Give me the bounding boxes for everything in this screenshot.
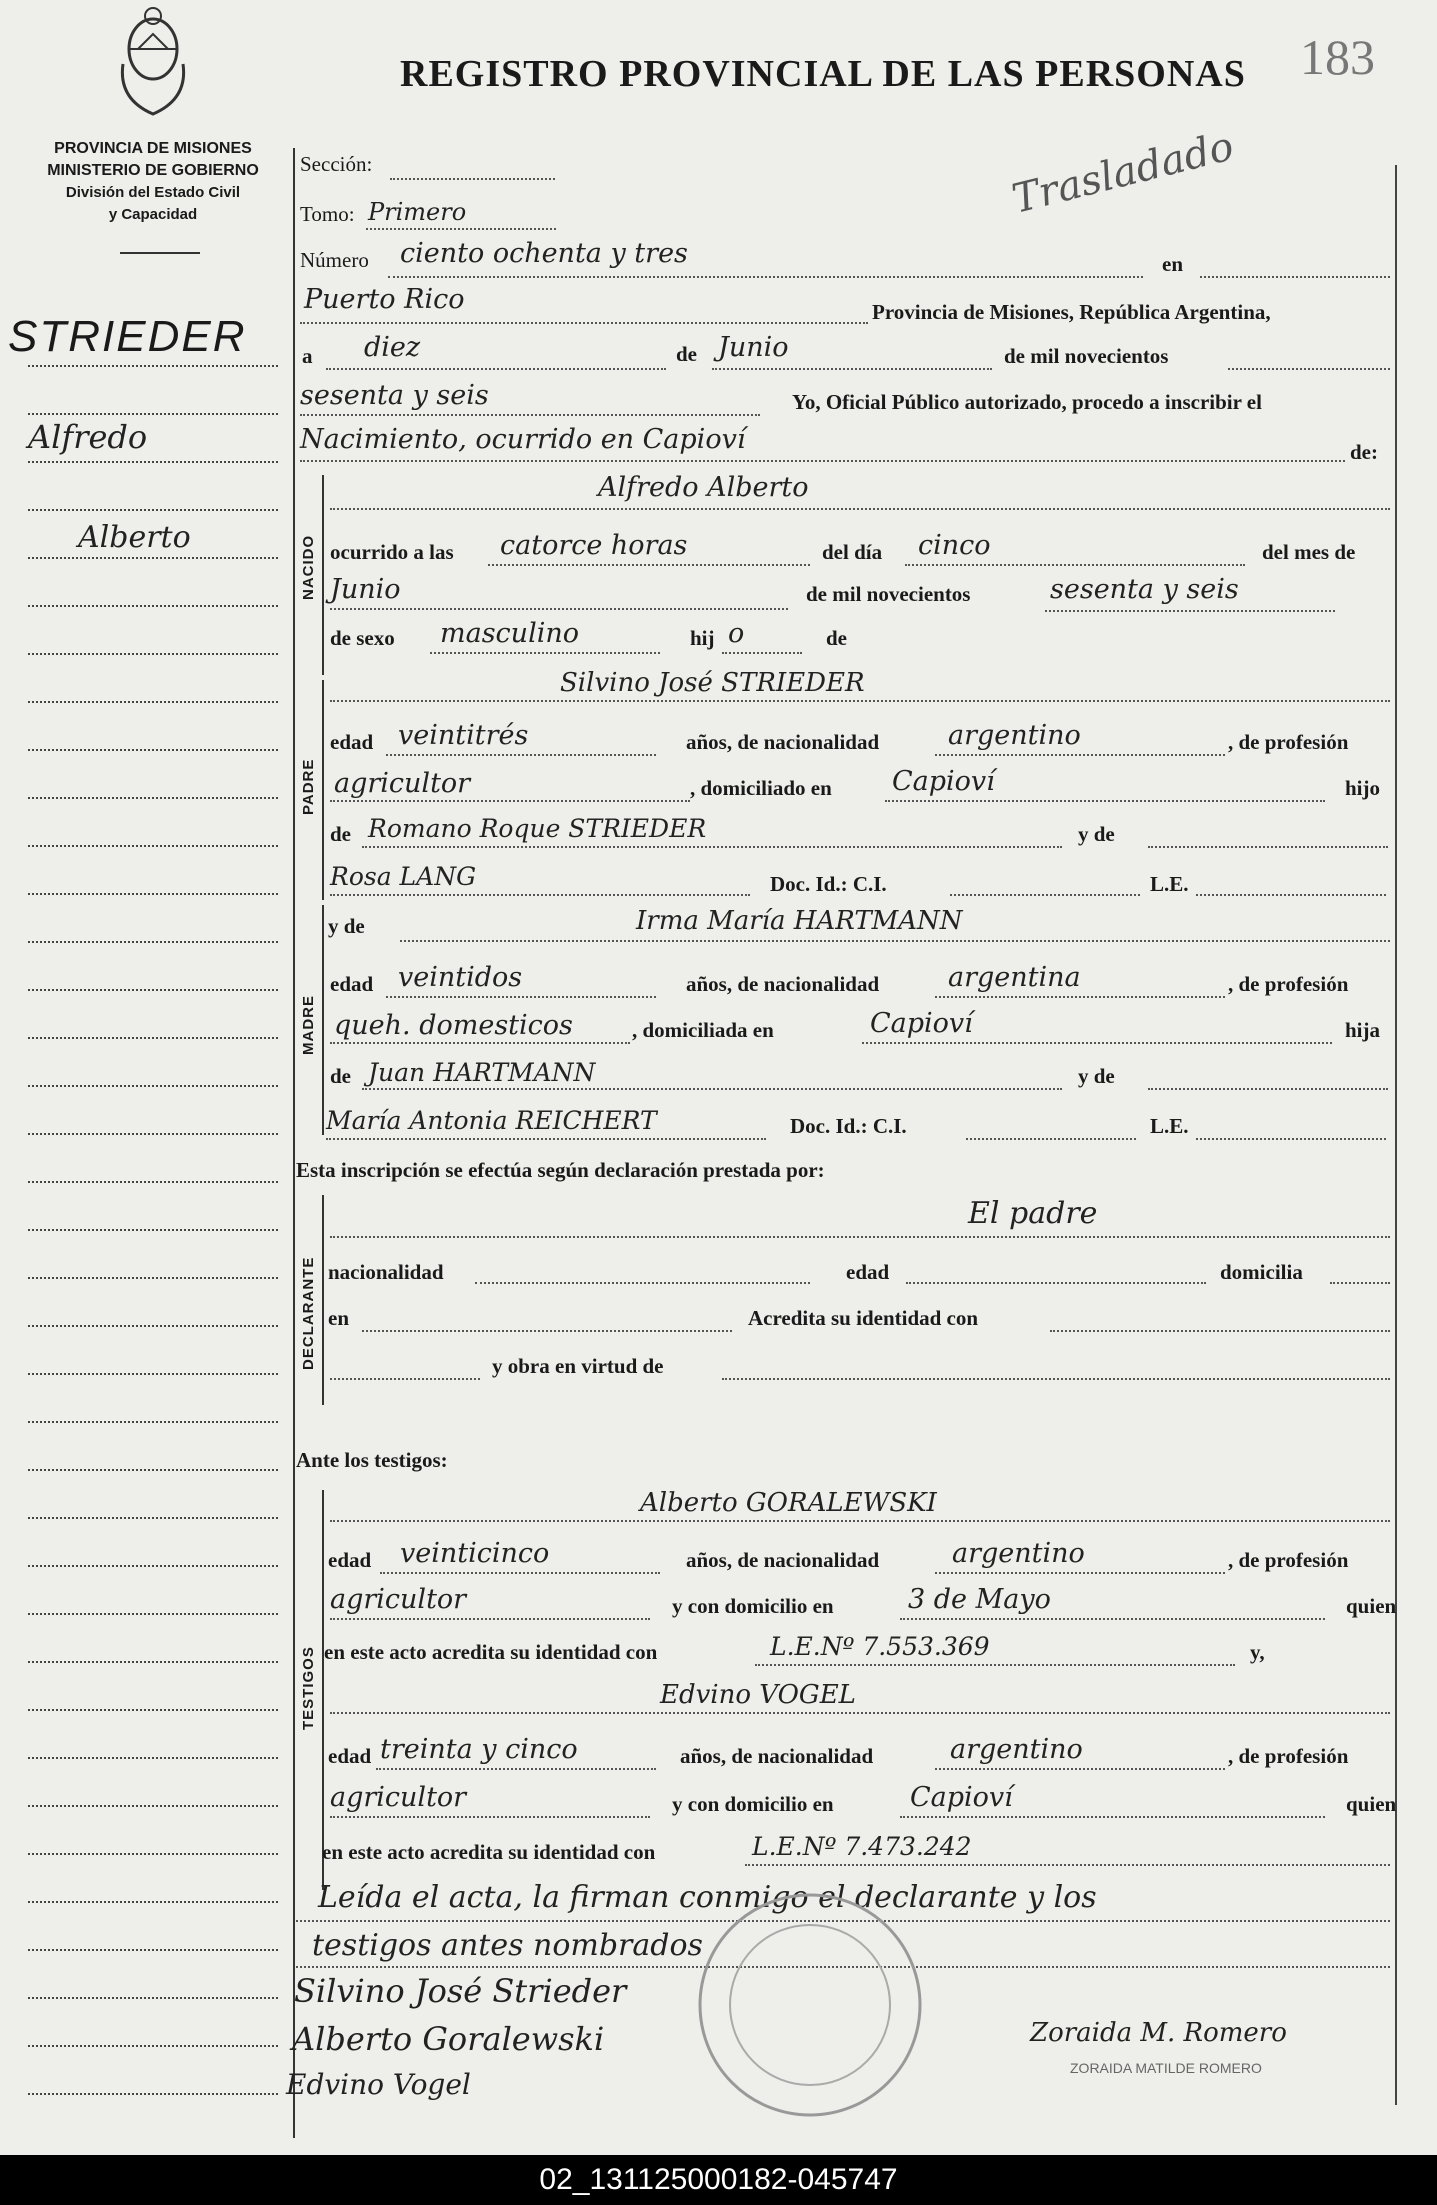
- madre-le-label: L.E.: [1150, 1114, 1189, 1138]
- margin-ruled-line: [28, 749, 278, 751]
- t2-nac-label: años, de nacionalidad: [680, 1744, 874, 1768]
- tomo-value: Primero: [368, 198, 467, 226]
- padre-le-label: L.E.: [1150, 872, 1189, 896]
- padre-dom: Capioví: [892, 766, 995, 797]
- decl-acredita-label: Acredita su identidad con: [748, 1306, 979, 1330]
- padre-prof-label: , de profesión: [1228, 730, 1349, 754]
- de-mil2-label: de mil novecientos: [806, 582, 971, 606]
- coat-of-arms-icon: [108, 4, 198, 124]
- margin-ruled-line: [28, 1709, 278, 1711]
- acto-value: Nacimiento, ocurrido en Capioví: [300, 424, 746, 455]
- madre-dom-label: , domiciliada en: [632, 1018, 774, 1042]
- margin-ruled-line: [28, 1853, 278, 1855]
- de-label: de: [676, 342, 697, 366]
- margin-ruled-line: [28, 1949, 278, 1951]
- hijo-sufijo: o: [728, 618, 745, 649]
- issuer-capacity: y Capacidad: [108, 206, 198, 223]
- padre-nac: argentino: [948, 720, 1081, 751]
- madre-hija-label: hija: [1345, 1018, 1381, 1042]
- margin-ruled-line: [28, 2045, 278, 2047]
- t2-nac: argentino: [950, 1734, 1083, 1765]
- madre-de-label: de: [330, 1064, 351, 1088]
- margin-ruled-line: [28, 1757, 278, 1759]
- t2-doc: L.E.Nº 7.473.242: [752, 1832, 972, 1861]
- padre-nac-label: años, de nacionalidad: [686, 730, 880, 754]
- margin-ruled-line: [28, 509, 278, 511]
- margin-ruled-line: [28, 1469, 278, 1471]
- image-id-footer: 02_131125000182-045747: [0, 2155, 1437, 2205]
- margin-ruled-line: [28, 989, 278, 991]
- dia-value: diez: [364, 332, 421, 363]
- padre-edad-label: edad: [330, 730, 374, 754]
- t2-acredita-label: en este acto acredita su identidad con: [322, 1840, 656, 1864]
- declarante-bracket: [322, 1195, 324, 1405]
- margin-ruled-line: [28, 1325, 278, 1327]
- margin-ruled-line: [28, 1565, 278, 1567]
- anio-nac-value: sesenta y seis: [1050, 574, 1239, 605]
- t2-quien-label: quien: [1346, 1792, 1397, 1816]
- padre-madre: Rosa LANG: [330, 862, 477, 891]
- padre-padre: Romano Roque STRIEDER: [368, 814, 707, 843]
- margin-ruled-line: [28, 1277, 278, 1279]
- margin-ruled-line: [28, 557, 278, 559]
- margin-ruled-line: [28, 1517, 278, 1519]
- mes-value: Junio: [718, 332, 789, 363]
- padre-de-label: de: [330, 822, 351, 846]
- t1-prof: agricultor: [330, 1584, 467, 1615]
- tomo-label: Tomo:: [300, 202, 355, 226]
- madre-edad: veintidos: [398, 962, 523, 993]
- firma-declarante: Silvino José Strieder: [294, 1972, 627, 2010]
- margin-ruled-line: [28, 413, 278, 415]
- margin-ruled-line: [28, 1901, 278, 1903]
- madre-bracket: [322, 905, 324, 1135]
- margin-ruled-line: [28, 1373, 278, 1375]
- hijo-label: hij: [690, 626, 715, 650]
- margin-ruled-line: [28, 1661, 278, 1663]
- decl-edad-label: edad: [846, 1260, 890, 1284]
- anio-value: sesenta y seis: [300, 380, 489, 411]
- t1-dom-label: y con domicilio en: [672, 1594, 834, 1618]
- madre-y-de-label2: y de: [1078, 1064, 1115, 1088]
- padre-prof: agricultor: [334, 768, 471, 799]
- madre-padre: Juan HARTMANN: [368, 1058, 596, 1087]
- hora-value: catorce horas: [500, 530, 688, 561]
- padre-section-label: PADRE: [300, 758, 317, 815]
- margin-ruled-line: [28, 845, 278, 847]
- testigo1-nombre: Alberto GORALEWSKI: [640, 1488, 937, 1518]
- t1-nac: argentino: [952, 1538, 1085, 1569]
- madre-madre: María Antonia REICHERT: [326, 1106, 657, 1135]
- madre-doc-label: Doc. Id.: C.I.: [790, 1114, 907, 1138]
- margin-ruled-line: [28, 605, 278, 607]
- margin-ruled-line: [28, 701, 278, 703]
- numero-value: ciento ochenta y tres: [400, 238, 688, 269]
- trasladado-stamp: Trasladado: [1007, 123, 1239, 223]
- madre-dom: Capioví: [870, 1008, 973, 1039]
- madre-y-de-label: y de: [328, 914, 365, 938]
- margin-ruled-line: [28, 653, 278, 655]
- padre-edad: veintitrés: [398, 720, 529, 751]
- decl-nacionalidad-label: nacionalidad: [328, 1260, 444, 1284]
- margin-ruled-line: [28, 1805, 278, 1807]
- margin-ruled-line: [28, 1229, 278, 1231]
- padre-bracket: [322, 680, 324, 900]
- margin-ruled-line: [28, 1037, 278, 1039]
- t2-dom-label: y con domicilio en: [672, 1792, 834, 1816]
- t1-prof-label: , de profesión: [1228, 1548, 1349, 1572]
- testigos-bracket: [322, 1490, 324, 1890]
- padre-doc-label: Doc. Id.: C.I.: [770, 872, 887, 896]
- t2-prof-label: , de profesión: [1228, 1744, 1349, 1768]
- lugar-value: Puerto Rico: [304, 284, 465, 315]
- decl-domicilia-label: domicilia: [1220, 1260, 1303, 1284]
- nacido-nombre: Alfredo Alberto: [598, 472, 809, 503]
- oficial-nombre: ZORAIDA MATILDE ROMERO: [1070, 2060, 1262, 2076]
- testigos-section-label: TESTIGOS: [300, 1646, 317, 1730]
- margin-ruled-line: [28, 941, 278, 943]
- margin-ruled-line: [28, 1997, 278, 1999]
- padre-y-de-label: y de: [1078, 822, 1115, 846]
- de-colon-label: de:: [1350, 440, 1378, 464]
- de2-label: de: [826, 626, 847, 650]
- margin-ruled-line: [28, 2093, 278, 2095]
- margin-ruled-line: [28, 365, 278, 367]
- numero-label: Número: [300, 248, 369, 272]
- sexo-label: de sexo: [330, 626, 395, 650]
- decl-obra-label: y obra en virtud de: [492, 1354, 664, 1378]
- testigo2-nombre: Edvino VOGEL: [660, 1680, 856, 1710]
- padre-dom-label: , domiciliado en: [690, 776, 832, 800]
- t1-edad: veinticinco: [400, 1538, 550, 1569]
- inscripcion-label: Esta inscripción se efectúa según declaración prestada por:: [296, 1158, 825, 1182]
- sexo-value: masculino: [440, 618, 579, 649]
- padre-nombre: Silvino José STRIEDER: [560, 668, 865, 698]
- firma-testigo1: Alberto Goralewski: [292, 2020, 605, 2058]
- t1-dom: 3 de Mayo: [908, 1584, 1051, 1615]
- del-mes-label: del mes de: [1262, 540, 1356, 564]
- t2-dom: Capioví: [910, 1782, 1013, 1813]
- margin-surname: STRIEDER: [8, 312, 247, 361]
- nacido-section-label: NACIDO: [300, 534, 317, 600]
- margin-ruled-line: [28, 1133, 278, 1135]
- firma-oficial: Zoraida M. Romero: [1030, 2018, 1287, 2048]
- mes-nac-value: Junio: [330, 574, 401, 605]
- nacido-bracket: [322, 475, 324, 675]
- yo-oficial-label: Yo, Oficial Público autorizado, procedo a inscribir el: [792, 390, 1262, 414]
- margin-ruled-line: [28, 461, 278, 463]
- madre-nac-label: años, de nacionalidad: [686, 972, 880, 996]
- t1-y-label: y,: [1250, 1640, 1265, 1664]
- t1-acredita-label: en este acto acredita su identidad con: [324, 1640, 658, 1664]
- official-seal-icon: [690, 1880, 930, 2130]
- en-label: en: [1162, 252, 1183, 276]
- madre-edad-label: edad: [330, 972, 374, 996]
- t2-edad-label: edad: [328, 1744, 372, 1768]
- declarante-value: El padre: [968, 1196, 1098, 1231]
- margin-ruled-line: [28, 1613, 278, 1615]
- margin-ruled-line: [28, 797, 278, 799]
- header-divider: [120, 252, 200, 254]
- t1-edad-label: edad: [328, 1548, 372, 1572]
- margin-second-name: Alberto: [78, 520, 191, 555]
- issuer-province: PROVINCIA DE MISIONES: [54, 140, 252, 157]
- madre-prof: queh. domesticos: [334, 1010, 573, 1041]
- page-title: REGISTRO PROVINCIAL DE LAS PERSONAS: [400, 53, 1246, 95]
- t2-edad: treinta y cinco: [380, 1734, 578, 1765]
- madre-prof-label: , de profesión: [1228, 972, 1349, 996]
- margin-ruled-line: [28, 893, 278, 895]
- cierre-linea2: testigos antes nombrados: [312, 1928, 703, 1963]
- margin-ruled-line: [28, 1085, 278, 1087]
- madre-section-label: MADRE: [300, 995, 317, 1055]
- t1-nac-label: años, de nacionalidad: [686, 1548, 880, 1572]
- issuer-header: [28, 138, 278, 226]
- margin-ruled-line: [28, 1421, 278, 1423]
- firma-testigo2: Edvino Vogel: [286, 2068, 471, 2101]
- madre-nac: argentina: [948, 962, 1081, 993]
- margin-ruled-line: [28, 1181, 278, 1183]
- page-number: 183: [1300, 29, 1375, 85]
- issuer-ministry: MINISTERIO DE GOBIERNO: [47, 162, 259, 179]
- issuer-division: División del Estado Civil: [65, 184, 241, 201]
- declarante-section-label: DECLARANTE: [300, 1256, 317, 1370]
- margin-first-name: Alfredo: [28, 418, 148, 456]
- a-label: a: [302, 344, 313, 368]
- padre-hijo-label: hijo: [1345, 776, 1381, 800]
- margin-border: [293, 148, 295, 2138]
- ocurrido-label: ocurrido a las: [330, 540, 454, 564]
- decl-en-label: en: [328, 1306, 349, 1330]
- provincia-label: Provincia de Misiones, República Argentina,: [872, 300, 1271, 324]
- dia-nac-value: cinco: [918, 530, 991, 561]
- t1-quien-label: quien: [1346, 1594, 1397, 1618]
- madre-nombre: Irma María HARTMANN: [636, 906, 963, 936]
- ante-testigos-label: Ante los testigos:: [296, 1448, 448, 1472]
- t1-doc: L.E.Nº 7.553.369: [770, 1632, 990, 1661]
- cierre-linea1: Leída el acta, la firman conmigo el declarante y los: [318, 1880, 1097, 1915]
- del-dia-label: del día: [822, 540, 883, 564]
- de-mil-label: de mil novecientos: [1004, 344, 1169, 368]
- seccion-label: Sección:: [300, 152, 373, 176]
- t2-prof: agricultor: [330, 1782, 467, 1813]
